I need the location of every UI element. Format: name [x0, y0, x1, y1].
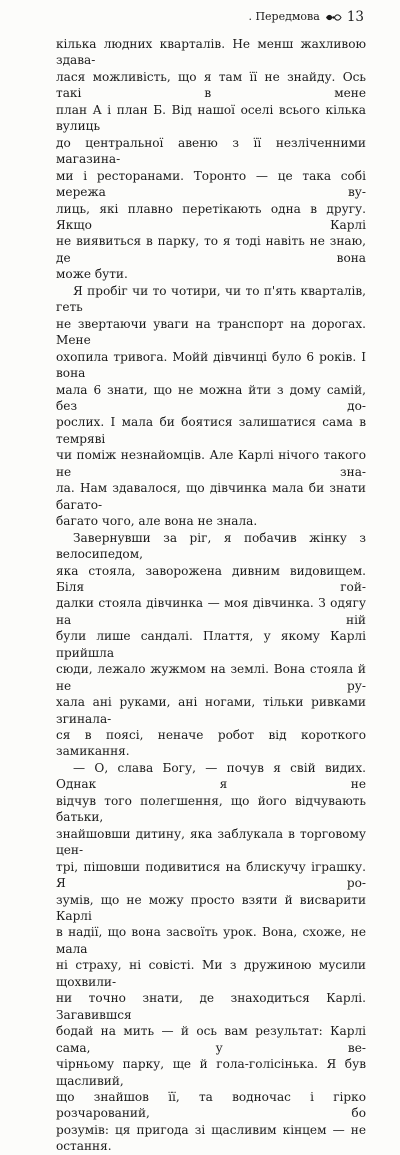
text-line: не звертаючи уваги на транспорт на дорогах. Мене: [56, 316, 366, 348]
text-line: далки стояла дівчинка — моя дівчинка. З одягу на ній: [56, 596, 366, 627]
text-line: мала 6 знати, що не можна йти з дому самій, без до-: [56, 382, 366, 413]
text-line: ми і ресторанами. Торонто — це така собі мережа ву-: [56, 168, 366, 200]
text-line: відчув того полегшення, що його відчувають батьки,: [56, 793, 366, 825]
text-line: розумів: ця пригода зі щасливим кінцем — не остання.: [56, 1122, 366, 1154]
text-line: зумів, що не можу просто взяти й висварити Карлі: [56, 892, 366, 924]
text-line: лиць, які плавно перетікають одна в другу. Якщо Карлі: [56, 201, 366, 232]
text-line: рослих. І мала би боятися залишатися сама в темряві: [56, 415, 366, 446]
text-line: до центральної авеню з її незліченними магазина-: [56, 135, 366, 167]
text-line: Завернувши за ріг, я побачив жінку з велосипедом,: [56, 530, 366, 562]
text-line: бодай на мить — й ось вам результат: Карлі сама, у ве-: [56, 1024, 366, 1055]
text-line: чірньому парку, ще й гола-голісінька. Я був щасливий,: [56, 1057, 366, 1088]
text-line: знайшовши дитину, яка заблукала в торговому цен-: [56, 826, 366, 858]
text-line: в надії, що вона засвоїть урок. Вона, схоже, не мала: [56, 925, 366, 956]
text-line: ни точно знати, де знаходиться Карлі. Загавившся: [56, 991, 366, 1022]
page-number: 13: [346, 9, 364, 25]
text-line: — О, слава Богу, — почув я свій видих. Однак я не: [56, 760, 366, 792]
text-line: може бути.: [56, 267, 128, 282]
text-line: чи поміж незнайомців. Але Карлі нічого такого не зна-: [56, 448, 366, 479]
text-line: були лише сандалі. Плаття, у якому Карлі прийшла: [56, 629, 366, 660]
text-line: ся в поясі, неначе робот від короткого замикання.: [56, 728, 366, 759]
text-line: охопила тривога. Мойй дівчинці було 6 років. І вона: [56, 349, 366, 381]
text-line: не виявиться в парку, то я тоді навіть не знаю, де вона: [56, 234, 366, 265]
text-line: трі, пішовши подивитися на блискучу іграшку. Я ро-: [56, 859, 366, 891]
text-line: хала ані руками, ані ногами, тільки ривками згинала-: [56, 695, 366, 726]
text-line: ні страху, ні совісті. Ми з дружиною мусили щохвили-: [56, 958, 366, 989]
text-line: ла. Нам здавалося, що дівчинка мала би знати багато-: [56, 481, 366, 512]
text-line: кілька людних кварталів. Не менш жахливою здава-: [56, 37, 366, 68]
fleuron-ornament-icon: [325, 13, 342, 22]
text-line: лася можливість, що я там її не знайду. Ось такі в мене: [56, 69, 366, 101]
text-line: яка стояла, заворожена дивним видовищем. Біля гой-: [56, 563, 366, 594]
text-line: багато чого, але вона не знала.: [56, 514, 258, 529]
text-line: що знайшов її, та водночас і гірко розчарований, бо: [56, 1090, 366, 1121]
running-head: [248, 10, 364, 24]
text-line: сюди, лежало жужмом на землі. Вона стояла й не ру-: [56, 662, 366, 693]
text-line: план А і план Б. Від нашої оселі всього кілька вулиць: [56, 102, 366, 134]
text-line: Я пробіг чи то чотири, чи то п'ять кварталів, геть: [56, 283, 366, 315]
section-title: . Передмова: [248, 10, 320, 23]
body-text: [56, 36, 366, 1155]
